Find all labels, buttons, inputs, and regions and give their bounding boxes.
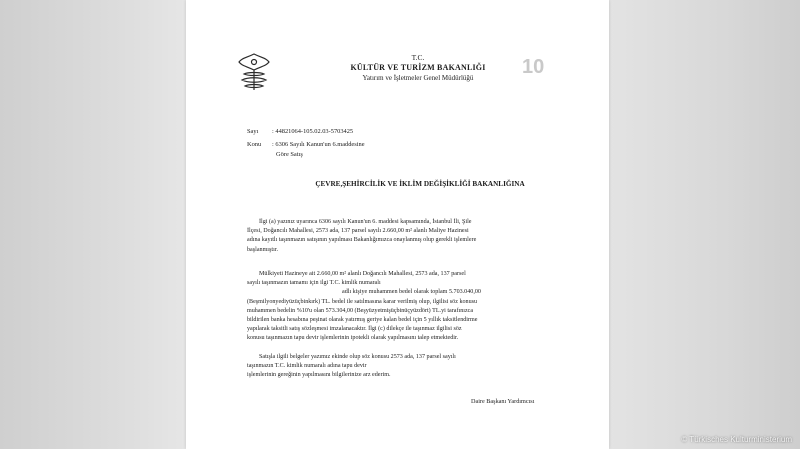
ministry-name: KÜLTÜR VE TURİZM BAKANLIĞI: [350, 63, 486, 72]
corner-mark: 10: [522, 56, 545, 78]
paragraph-line: işlemlerinin gereğinin yapılmasını bilgilerinize arz ederim.: [247, 372, 391, 379]
paragraph-line: yapılarak taksitli satış sözleşmesi imzalanacaktır. İlgi (c) dilekçe ile taşınmaz ilgilisi söz: [247, 326, 462, 333]
paragraph-line: adına kayıtlı taşınmazın satışının yapılması Bakanlığımızca onaylanmış olup gerekli işlemlere: [247, 237, 477, 244]
paragraph-1: [247, 218, 567, 255]
konu-label: Konu: [247, 141, 262, 148]
paragraph-line: adlı kişiye muhammen bedel olarak toplam 5.703.040,00: [342, 289, 481, 296]
paragraph-line: Satışla ilgili belgeler yazımız ekinde olup söz konusu 2573 ada, 137 parsel sayılı: [259, 354, 456, 360]
paragraph-line: İlçesi, Doğancılı Mahallesi, 2573 ada, 137 parsel sayılı 2.660,00 m² alanlı Maliye Hazinesi: [247, 228, 469, 235]
directorate-name: Yatırım ve İşletmeler Genel Müdürlüğü: [362, 74, 474, 82]
photo-credit: © Türkisches Kulturministerium: [681, 435, 792, 444]
paragraph-line: sayılı taşınmazın tamamı için ilgi T.C. kimlik numaralı: [247, 280, 381, 287]
paragraph-line: başlanmıştır.: [247, 246, 278, 253]
paragraph-line: konusu taşınmazın tapu devir işlemlerinin ipotekli olarak yapılmasını talep etmektedir.: [247, 335, 459, 342]
konu-line-1: : 6306 Sayılı Kanun'un 6.maddesine: [272, 141, 365, 148]
background-right: [609, 0, 800, 449]
paragraph-line: muhammen bedelin %10'u olan 573.304,00 (Beşyüzyetmişüçbinüçyüzdört) TL.yi tarafınızca: [247, 307, 474, 314]
paragraph-2: [247, 270, 567, 344]
paragraph-line: taşınmazın T.C. kimlik numaralı adına tapu devir: [247, 363, 367, 370]
paragraph-line: Mülkiyeti Hazineye ait 2.660,00 m² alanlı Doğancılı Mahallesi, 2573 ada, 137 parsel: [259, 271, 466, 277]
background-left: [0, 0, 186, 449]
paragraph-line: bildirilen banka hesabına peşinat olarak yatırmış geriye kalan bedel için 5 yıllık taksitlendirme: [247, 317, 478, 324]
sayi-value: : 44821064-105.02.03-5703425: [272, 128, 354, 135]
signature-title: Daire Başkanı Yardımcısı: [471, 398, 535, 405]
addressee: ÇEVRE,ŞEHİRCİLİK VE İKLİM DEĞİŞİKLİĞİ BAKANLIĞINA: [315, 180, 525, 188]
ministry-emblem-icon: [236, 52, 272, 92]
konu-line-2: Göre Satış: [276, 151, 303, 158]
paragraph-line: (Beşmilyonyediyüzüçbinkırk) TL. bedel ile satılmasına karar verilmiş olup, ilgilisi söz konusu: [247, 298, 478, 305]
sayi-label: Sayı: [247, 128, 259, 135]
paragraph-line: İlgi (a) yazınız uyarınca 6306 sayılı Kanun'un 6. maddesi kapsamında, İstanbul İli, Şile: [259, 219, 472, 225]
header-tc: T.C.: [411, 53, 425, 62]
paragraph-3: [247, 353, 567, 381]
